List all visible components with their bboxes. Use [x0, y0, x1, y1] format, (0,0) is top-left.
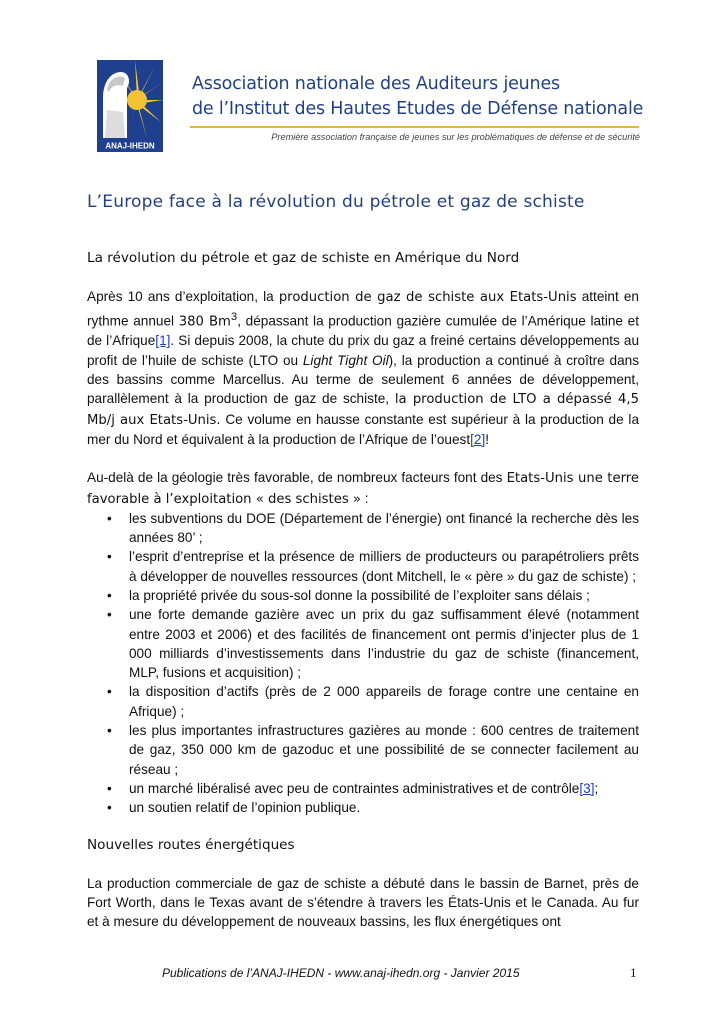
- text-run: . Si depuis 2008, la chute du prix du gaz a freiné certains développements au profit de l’huile de schiste (LTO ou: [87, 333, 640, 368]
- footer-text: Publications de l’ANAJ-IHEDN - www.anaj-ihedn.org - Janvier 2015: [162, 966, 520, 980]
- header-rule: [190, 126, 639, 128]
- bullet-icon: •: [107, 510, 112, 526]
- factors-list: [87, 509, 639, 818]
- text-run: , dépassant la production gazière cumulée de l’Amérique latine et de l’Afrique: [87, 313, 639, 349]
- bullet-icon: •: [107, 723, 112, 739]
- list-item-text: les plus importantes infrastructures gazières au monde : 600 centres de traitement de gaz, 350 000 km de gazoduc et une possibilité de se connecter facilement au réseau ;: [129, 723, 639, 777]
- bullet-icon: •: [107, 780, 112, 796]
- list-item: [87, 779, 639, 798]
- text-run: atteint en rythme annuel: [87, 289, 639, 329]
- list-item: [87, 605, 639, 682]
- list-item-text: l’esprit d’entreprise et la présence de milliers de producteurs ou parapétroliers prêts à développer de nouvelles ressources (dont Mitchell, le « père » du gaz de schiste) ;: [129, 549, 639, 584]
- footnote-link-2[interactable]: [2]: [470, 431, 486, 447]
- bullet-icon: •: [107, 587, 112, 603]
- superscript-exponent: 3: [230, 310, 238, 323]
- footnote-link-3[interactable]: [3]: [579, 780, 595, 796]
- text-run: :: [360, 490, 369, 506]
- highlight-gas-production: production de gaz de schiste aux Etats-Unis: [278, 290, 577, 306]
- list-item: [87, 586, 639, 605]
- org-tagline: Première association française de jeunes sur les problématiques de défense et de sécurité: [271, 132, 640, 142]
- logo-label: ANAJ-IHEDN: [105, 141, 155, 151]
- highlight-volume: 380 Bm: [178, 314, 231, 330]
- paragraph-production: [87, 287, 639, 449]
- text-run: ;: [594, 780, 599, 796]
- list-item: [87, 682, 639, 721]
- anaj-logo: [97, 60, 163, 152]
- text-run: Au-delà de la géologie très favorable, de nombreux facteurs font des: [87, 470, 507, 486]
- list-item-text: les subventions du DOE (Département de l’énergie) ont financé la recherche dès les années 80’ ;: [129, 510, 639, 546]
- text-run: Ce volume en hausse constante est supérieur à la production de la mer du Nord et équivalent à la production de l’Afrique de l’ouest: [87, 411, 639, 447]
- list-item-text: un marché libéralisé avec peu de contraintes administratives et de contrôle: [129, 780, 580, 796]
- highlight-lto-production: la production de LTO a dépassé 4,5 Mb/j aux Etats-Unis.: [87, 392, 639, 428]
- emphasis-light-tight-oil: Light Tight Oil: [302, 352, 389, 368]
- bullet-icon: •: [107, 800, 112, 816]
- section-heading-revolution: La révolution du pétrole et gaz de schiste en Amérique du Nord: [87, 250, 520, 266]
- text-run: ), la production a continué à croître dans des bassins comme Marcellus. Au terme de seulement 6 années de développement, parallèlement à la production de gaz de schiste,: [87, 352, 639, 407]
- list-item-text: un soutien relatif de l’opinion publique.: [129, 800, 361, 816]
- document-title: L’Europe face à la révolution du pétrole et gaz de schiste: [87, 192, 585, 212]
- org-title-line1: Association nationale des Auditeurs jeunes: [192, 74, 560, 94]
- list-item-text: une forte demande gazière avec un prix du gaz suffisamment élevé (notamment entre 2003 et 2006) et des facilités de financement ont permis d’injecter plus de 1 000 milliards d’investissements dans l’industrie du gaz de schiste (financement, MLP, fusions et acquisition) ;: [129, 607, 639, 681]
- document-body: [87, 249, 639, 951]
- highlight-favorable-land: Etats-Unis une terre favorable à l’exploitation « des schistes »: [87, 471, 640, 507]
- text-run: Après 10 ans d’exploitation, la: [87, 289, 279, 305]
- bullet-icon: •: [107, 607, 112, 623]
- athena-sun-emblem-icon: [97, 60, 163, 152]
- list-item: [87, 721, 639, 779]
- text-run: !: [485, 431, 490, 447]
- bullet-icon: •: [107, 684, 112, 700]
- footnote-link-1[interactable]: [1]: [155, 333, 171, 349]
- list-item-text: la propriété privée du sous-sol donne la possibilité de l’exploiter sans délais ;: [129, 587, 590, 603]
- list-item-text: la disposition d’actifs (près de 2 000 appareils de forage contre une centaine en Afrique) ;: [129, 684, 639, 719]
- paragraph-commercial-production: La production commerciale de gaz de schiste a débuté dans le bassin de Barnet, près de Fort Worth, dans le Texas avant de s’étendre à travers les États-Unis et le Canada. Au fur et à mesure du développement de nouveaux bassins, les flux énergétiques ont: [87, 875, 639, 930]
- list-item: [87, 547, 639, 586]
- page-number: 1: [630, 965, 637, 980]
- list-item: [87, 509, 639, 548]
- section-heading-energy-routes: Nouvelles routes énergétiques: [87, 836, 295, 853]
- list-item: [87, 798, 639, 817]
- bullet-icon: •: [107, 549, 112, 565]
- org-title: [192, 72, 643, 122]
- org-title-line2: de l’Institut des Hautes Etudes de Défense nationale: [192, 99, 644, 119]
- paragraph-factors: [87, 468, 639, 509]
